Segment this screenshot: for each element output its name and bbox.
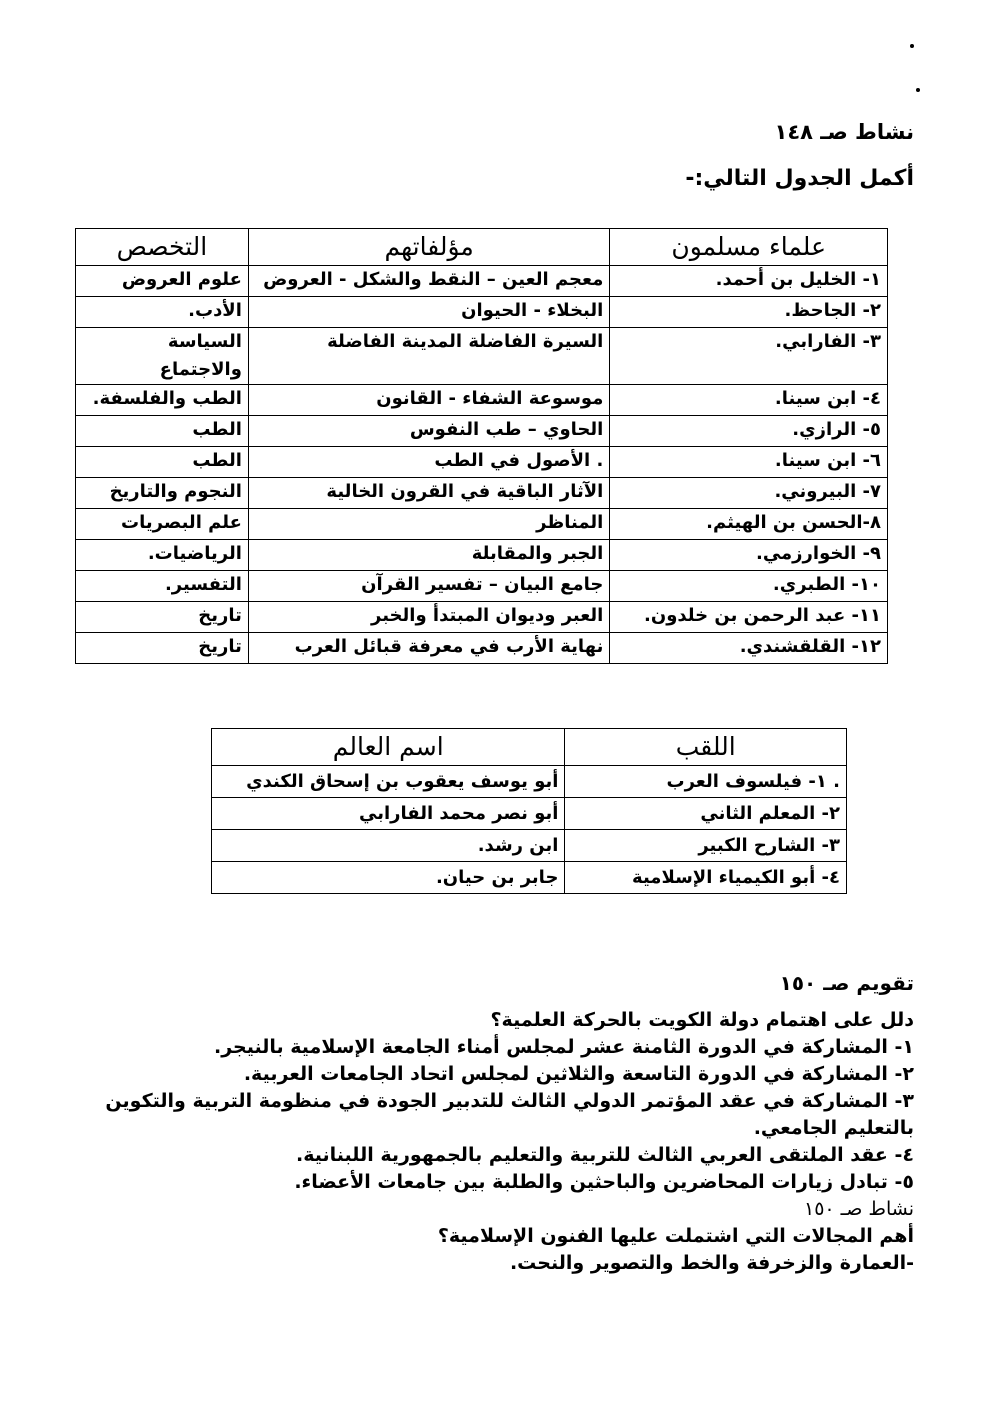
table-row — [76, 297, 888, 328]
title-cell: ٤- أبو الكيمياء الإسلامية — [565, 862, 847, 894]
field-cell: الطب والفلسفة. — [76, 385, 249, 416]
evaluation-answer-4: ٤- عقد الملتقى العربي الثالث للتربية والتعليم بالجمهورية اللبنانية. — [296, 1144, 914, 1166]
scientist-cell: ١٠- الطبري. — [610, 571, 888, 602]
title-cell: . ١- فيلسوف العرب — [565, 766, 847, 798]
table-row — [212, 830, 847, 862]
titles-table — [211, 728, 847, 894]
table-row — [76, 266, 888, 297]
scientist-name-cell: أبو نصر محمد الفارابي — [212, 798, 565, 830]
activity2-title: نشاط صـ ١٥٠ — [803, 1198, 914, 1220]
table-row — [76, 385, 888, 416]
scientist-cell: ٦- ابن سينا. — [610, 447, 888, 478]
table-row — [76, 328, 888, 385]
table-row — [76, 416, 888, 447]
scientist-cell: ٥- الرازي. — [610, 416, 888, 447]
table-row — [212, 766, 847, 798]
table-row — [76, 509, 888, 540]
scientist-cell: ٢- الجاحظ. — [610, 297, 888, 328]
scientist-name-cell: أبو يوسف يعقوب بن إسحاق الكندي — [212, 766, 565, 798]
works-cell: الجبر والمقابلة — [248, 540, 609, 571]
header-title: اللقب — [565, 729, 847, 766]
field-cell: الرياضيات. — [76, 540, 249, 571]
table-row — [76, 540, 888, 571]
works-cell: السيرة الفاضلة المدينة الفاضلة — [248, 328, 609, 385]
field-cell: النجوم والتاريخ — [76, 478, 249, 509]
works-cell: موسوعة الشفاء - القانون — [248, 385, 609, 416]
works-cell: نهاية الأرب في معرفة قبائل العرب — [248, 633, 609, 664]
field-cell: الأدب. — [76, 297, 249, 328]
field-cell: تاريخ — [76, 602, 249, 633]
title-cell: ٣- الشارح الكبير — [565, 830, 847, 862]
works-cell: الآثار الباقية في القرون الخالية — [248, 478, 609, 509]
header-field: التخصص — [76, 229, 249, 266]
table-row — [212, 862, 847, 894]
header-scientist-name: اسم العالم — [212, 729, 565, 766]
scientist-cell: ١- الخليل بن أحمد. — [610, 266, 888, 297]
works-cell: البخلاء - الحيوان — [248, 297, 609, 328]
evaluation-section — [78, 970, 914, 1277]
scientist-cell: ٤- ابن سينا. — [610, 385, 888, 416]
field-cell: علوم العروض — [76, 266, 249, 297]
field-cell: تاريخ — [76, 633, 249, 664]
header-works: مؤلفاتهم — [248, 229, 609, 266]
scientists-table — [75, 228, 888, 664]
works-cell: المناظر — [248, 509, 609, 540]
table-row — [76, 478, 888, 509]
title-cell: ٢- المعلم الثاني — [565, 798, 847, 830]
page-mark-1 — [910, 44, 914, 48]
field-cell: الطب — [76, 447, 249, 478]
table-row — [76, 602, 888, 633]
works-cell: معجم العين – النقط والشكل - العروض — [248, 266, 609, 297]
table-header-row — [76, 229, 888, 266]
scientist-cell: ٧- البيروني. — [610, 478, 888, 509]
evaluation-answer-1: ١- المشاركة في الدورة الثامنة عشر لمجلس أمناء الجامعة الإسلامية بالنيجر. — [214, 1036, 914, 1058]
works-cell: . الأصول في الطب — [248, 447, 609, 478]
activity1-title: نشاط صـ ١٤٨ — [774, 120, 914, 144]
evaluation-answer-2: ٢- المشاركة في الدورة التاسعة والثلاثين لمجلس اتحاد الجامعات العربية. — [243, 1063, 914, 1085]
table-row — [76, 571, 888, 602]
page-mark-2 — [916, 88, 920, 92]
evaluation-answer-5: ٥- تبادل زيارات المحاضرين والباحثين والطلبة بين جامعات الأعضاء. — [294, 1171, 914, 1193]
scientist-cell: ٩- الخوارزمي. — [610, 540, 888, 571]
field-cell: الطب — [76, 416, 249, 447]
activity2-answer: -العمارة والزخرفة والخط والتصوير والنحت. — [509, 1252, 914, 1274]
scientist-name-cell: ابن رشد. — [212, 830, 565, 862]
works-cell: العبر وديوان المبتدأ والخبر — [248, 602, 609, 633]
activity1-instruction: أكمل الجدول التالي:- — [685, 166, 914, 191]
scientist-cell: ٣- الفارابي. — [610, 328, 888, 385]
scientist-cell: ١١- عبد الرحمن بن خلدون. — [610, 602, 888, 633]
table-row — [212, 798, 847, 830]
header-scientists: علماء مسلمون — [610, 229, 888, 266]
evaluation-question: دلل على اهتمام دولة الكويت بالحركة العلمية؟ — [490, 1009, 914, 1031]
evaluation-answer-3: ٣- المشاركة في عقد المؤتمر الدولي الثالث للتدبير الجودة في منظومة التربية والتكوين بالتعليم الجامعي. — [105, 1090, 914, 1139]
scientist-cell: ٨-الحسن بن الهيثم. — [610, 509, 888, 540]
field-cell: التفسير. — [76, 571, 249, 602]
scientist-name-cell: جابر بن حيان. — [212, 862, 565, 894]
works-cell: الحاوي – طب النفوس — [248, 416, 609, 447]
table-row — [76, 633, 888, 664]
scientist-cell: ١٢- القلقشندي. — [610, 633, 888, 664]
activity2-question: أهم المجالات التي اشتملت عليها الفنون الإسلامية؟ — [437, 1225, 914, 1247]
field-cell: علم البصريات — [76, 509, 249, 540]
table-row — [76, 447, 888, 478]
evaluation-title: تقويم صـ ١٥٠ — [779, 971, 914, 995]
table-header-row — [212, 729, 847, 766]
works-cell: جامع البيان – تفسير القرآن — [248, 571, 609, 602]
field-cell: السياسة والاجتماع — [76, 328, 249, 385]
